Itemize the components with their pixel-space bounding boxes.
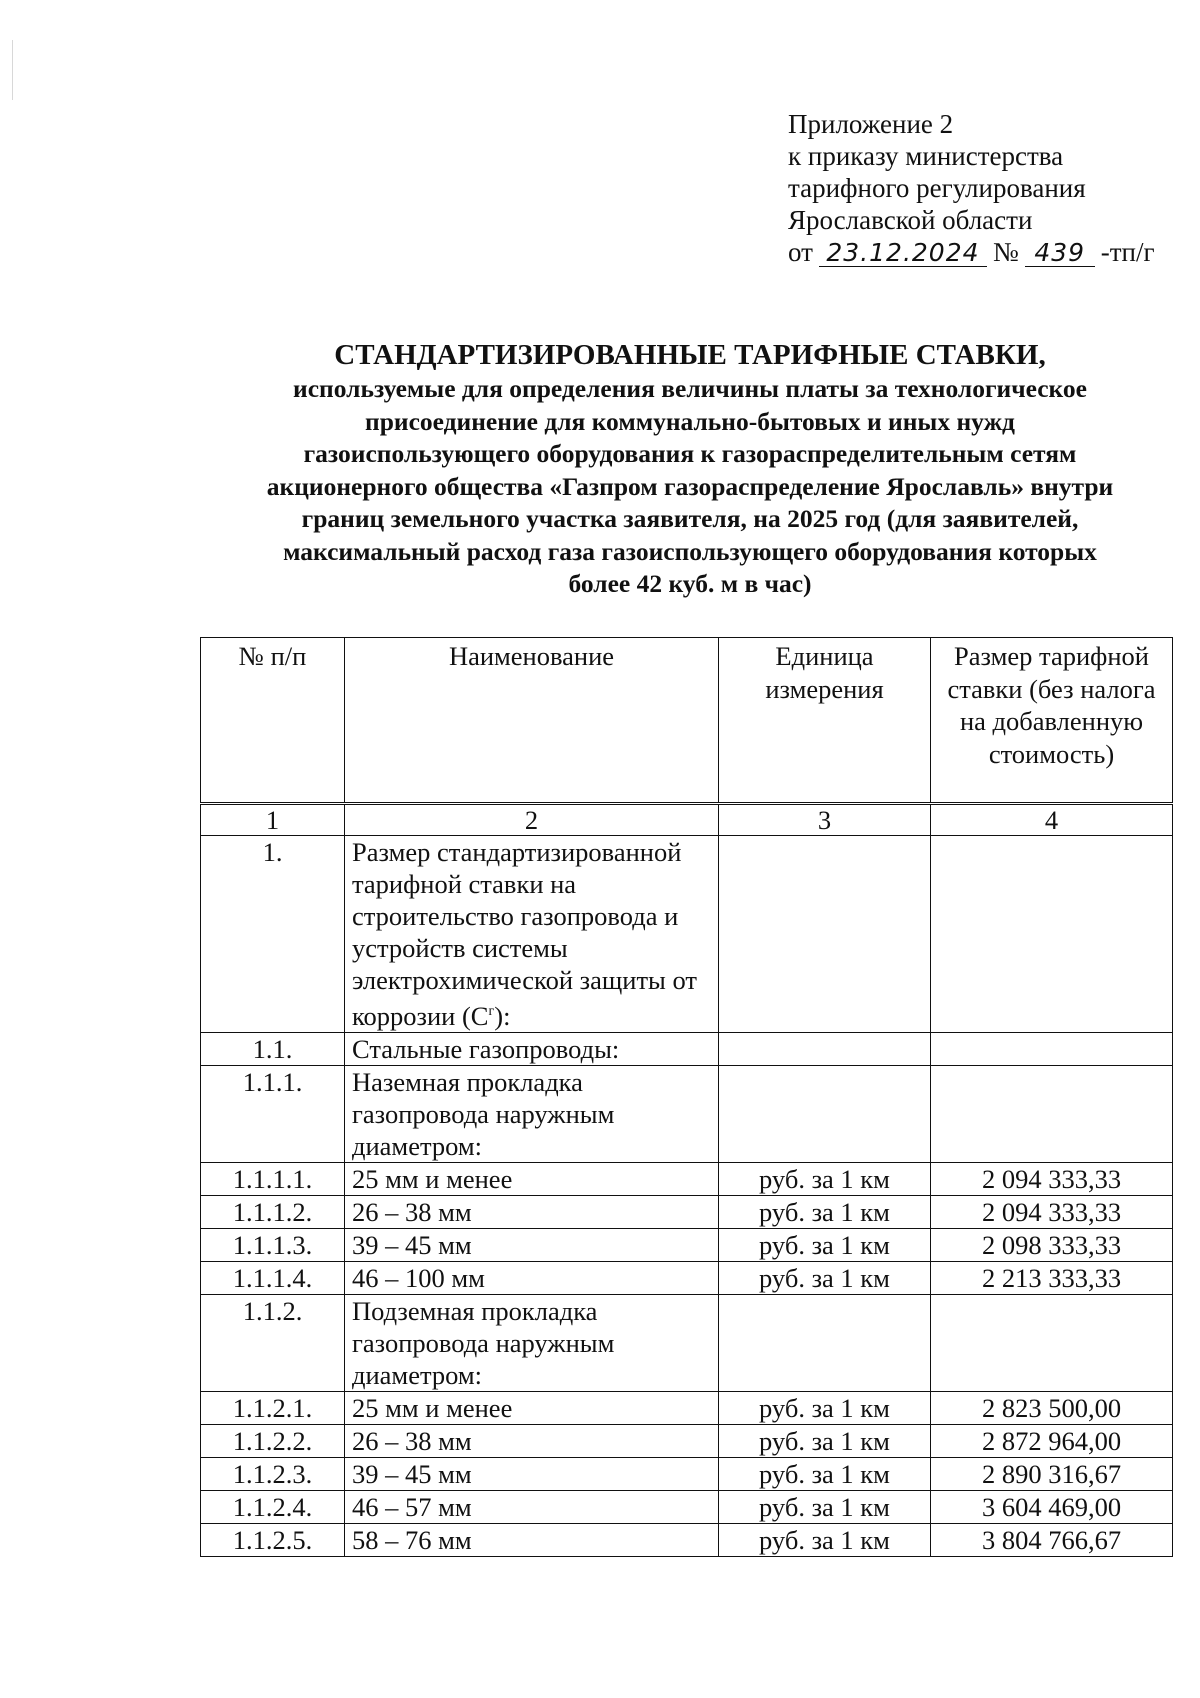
handwritten-date: 23.12.2024 — [819, 240, 987, 267]
row-number: 1.1.2.2. — [201, 1424, 345, 1457]
row-name-text: Размер стандартизированной тарифной ставки на строительство газопровода и устройств системы электрохимической защиты от коррозии (С — [352, 837, 697, 1031]
row-name: 46 – 57 мм — [345, 1490, 719, 1523]
row-number: 1.1.1.4. — [201, 1261, 345, 1294]
row-unit: руб. за 1 км — [719, 1162, 931, 1195]
row-name: Стальные газопроводы: — [345, 1032, 719, 1065]
row-name: 25 мм и менее — [345, 1162, 719, 1195]
table-row — [201, 1065, 1173, 1162]
row-unit: руб. за 1 км — [719, 1261, 931, 1294]
row-number: 1.1.2.4. — [201, 1490, 345, 1523]
subtitle-line: акционерного общества «Газпром газораспределение Ярославль» внутри — [266, 471, 1114, 501]
appendix-header — [788, 108, 1155, 268]
row-rate — [931, 1065, 1173, 1162]
table-header-row — [201, 638, 1173, 804]
table-row — [201, 1391, 1173, 1424]
row-rate: 2 872 964,00 — [931, 1424, 1173, 1457]
row-rate: 2 094 333,33 — [931, 1162, 1173, 1195]
row-name — [345, 836, 719, 1033]
row-number: 1.1.1.1. — [201, 1162, 345, 1195]
row-number: 1.1.1.3. — [201, 1228, 345, 1261]
row-rate — [931, 1294, 1173, 1391]
header-unit — [719, 638, 931, 804]
row-unit: руб. за 1 км — [719, 1424, 931, 1457]
subtitle-line: максимальный расход газа газоиспользующего оборудования которых — [283, 536, 1097, 566]
row-rate: 3 804 766,67 — [931, 1523, 1173, 1556]
row-number: 1.1.2.1. — [201, 1391, 345, 1424]
subtitle-line: присоединение для коммунально-бытовых и иных нужд — [365, 406, 1015, 436]
col-number: 1 — [201, 804, 345, 836]
subtitle-line: газоиспользующего оборудования к газораспределительным сетям — [303, 439, 1077, 468]
row-unit: руб. за 1 км — [719, 1457, 931, 1490]
row-rate — [931, 1032, 1173, 1065]
row-unit: руб. за 1 км — [719, 1523, 931, 1556]
row-name: 26 – 38 мм — [345, 1424, 719, 1457]
from-label: от — [788, 237, 813, 267]
superscript: г — [488, 1004, 495, 1019]
row-rate: 2 823 500,00 — [931, 1391, 1173, 1424]
row-name: Наземная прокладка газопровода наружным диаметром: — [345, 1065, 719, 1162]
order-suffix: -тп/г — [1100, 237, 1155, 267]
table-row — [201, 1294, 1173, 1391]
row-unit — [719, 1294, 931, 1391]
title-main: СТАНДАРТИЗИРОВАННЫЕ ТАРИФНЫЕ СТАВКИ, — [334, 339, 1046, 371]
table-row — [201, 1228, 1173, 1261]
tariff-table-wrapper — [200, 637, 1172, 1557]
header-rate: Размер тарифной ставки (без налога на добавленную стоимость) — [931, 638, 1173, 804]
header-num-text: № п/п — [238, 641, 307, 671]
row-number: 1.1.1. — [201, 1065, 345, 1162]
row-number: 1.1.2.3. — [201, 1457, 345, 1490]
table-row — [201, 1032, 1173, 1065]
col-number: 2 — [345, 804, 719, 836]
row-number: 1. — [201, 836, 345, 1033]
handwritten-number: 439 — [1025, 240, 1095, 267]
table-row — [201, 1490, 1173, 1523]
tariff-table — [200, 637, 1173, 1557]
row-rate: 2 890 316,67 — [931, 1457, 1173, 1490]
number-label: № — [992, 237, 1019, 267]
scan-margin-mark — [12, 40, 13, 100]
document-title — [200, 337, 1180, 601]
row-rate — [931, 836, 1173, 1033]
appendix-line-4: Ярославской области — [788, 205, 1033, 235]
row-unit: руб. за 1 км — [719, 1195, 931, 1228]
subtitle-line: границ земельного участка заявителя, на 2025 год (для заявителей, — [301, 504, 1079, 533]
row-number: 1.1. — [201, 1032, 345, 1065]
subtitle-line: используемые для определения величины платы за технологическое — [293, 374, 1087, 403]
row-rate: 2 094 333,33 — [931, 1195, 1173, 1228]
col-number: 3 — [719, 804, 931, 836]
row-unit: руб. за 1 км — [719, 1490, 931, 1523]
row-name: 25 мм и менее — [345, 1391, 719, 1424]
row-rate: 2 213 333,33 — [931, 1261, 1173, 1294]
row-unit — [719, 1065, 931, 1162]
table-row — [201, 836, 1173, 1033]
row-name: 26 – 38 мм — [345, 1195, 719, 1228]
row-rate: 3 604 469,00 — [931, 1490, 1173, 1523]
row-name: 39 – 45 мм — [345, 1457, 719, 1490]
appendix-line-2: к приказу министерства — [788, 141, 1064, 171]
row-name-end: ): — [494, 1000, 511, 1031]
row-name: 46 – 100 мм — [345, 1261, 719, 1294]
row-number: 1.1.2.5. — [201, 1523, 345, 1556]
table-row — [201, 1261, 1173, 1294]
appendix-line-3: тарифного регулирования — [788, 173, 1086, 203]
table-row — [201, 1457, 1173, 1490]
row-unit — [719, 836, 931, 1033]
table-row — [201, 1523, 1173, 1556]
appendix-order-line — [788, 236, 1155, 268]
row-unit: руб. за 1 км — [719, 1391, 931, 1424]
row-name: Подземная прокладка газопровода наружным диаметром: — [345, 1294, 719, 1391]
appendix-line-1: Приложение 2 — [788, 109, 954, 139]
header-unit-text: Единица измерения — [765, 641, 884, 704]
title-subtitle — [200, 373, 1180, 601]
header-num — [201, 638, 345, 804]
row-rate: 2 098 333,33 — [931, 1228, 1173, 1261]
col-number: 4 — [931, 804, 1173, 836]
table-row — [201, 1195, 1173, 1228]
row-number: 1.1.1.2. — [201, 1195, 345, 1228]
column-number-row — [201, 804, 1173, 836]
row-name: 58 – 76 мм — [345, 1523, 719, 1556]
subtitle-line: более 42 куб. м в час) — [568, 569, 812, 598]
row-unit — [719, 1032, 931, 1065]
header-name: Наименование — [345, 638, 719, 804]
table-row — [201, 1162, 1173, 1195]
row-unit: руб. за 1 км — [719, 1228, 931, 1261]
row-name: 39 – 45 мм — [345, 1228, 719, 1261]
table-row — [201, 1424, 1173, 1457]
row-number: 1.1.2. — [201, 1294, 345, 1391]
